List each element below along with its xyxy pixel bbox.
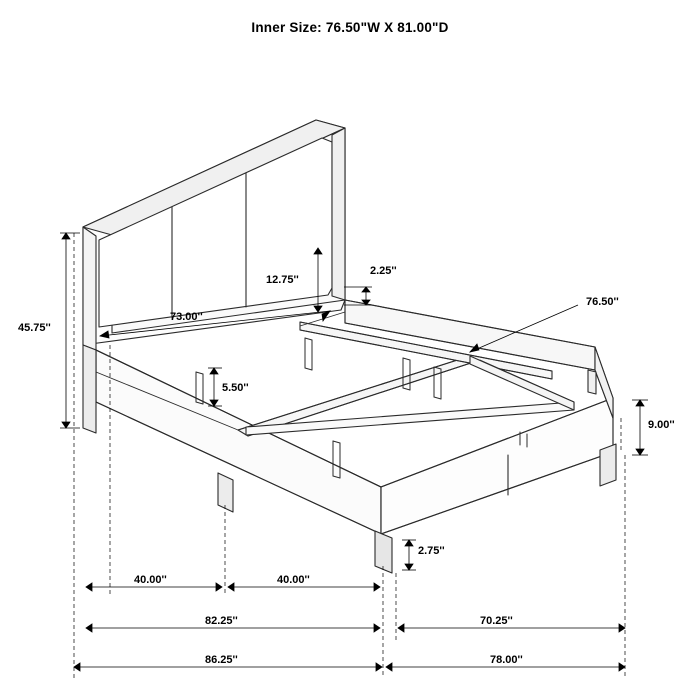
- dimension-label-height-overall: 45.75'': [18, 322, 51, 334]
- dimension-label-front-left-span: 40.00'': [134, 574, 167, 586]
- dimension-label-side-length-upper: 82.25'': [205, 615, 238, 627]
- dimension-label-side-length-lower: 86.25'': [205, 654, 238, 666]
- dimension-label-leg-height: 2.75'': [418, 545, 445, 557]
- dimension-label-headboard-panel-width: 73.00'': [170, 311, 203, 323]
- dimension-label-deck-height: 9.00'': [648, 419, 675, 431]
- page-title: Inner Size: 76.50"W X 81.00"D: [251, 20, 449, 35]
- headboard: [83, 120, 345, 350]
- dimension-label-inner-width: 76.50'': [586, 296, 619, 308]
- bed-frame: [96, 300, 613, 534]
- dimension-label-depth-upper: 70.25'': [480, 615, 513, 627]
- dimension-label-front-right-span: 40.00'': [277, 574, 310, 586]
- dimension-label-headboard-top-gap: 12.75'': [266, 274, 299, 286]
- dimension-label-rail-thickness: 2.25'': [370, 265, 397, 277]
- dimension-label-depth-lower: 78.00'': [490, 654, 523, 666]
- dimension-label-slat-height: 5.50'': [222, 382, 249, 394]
